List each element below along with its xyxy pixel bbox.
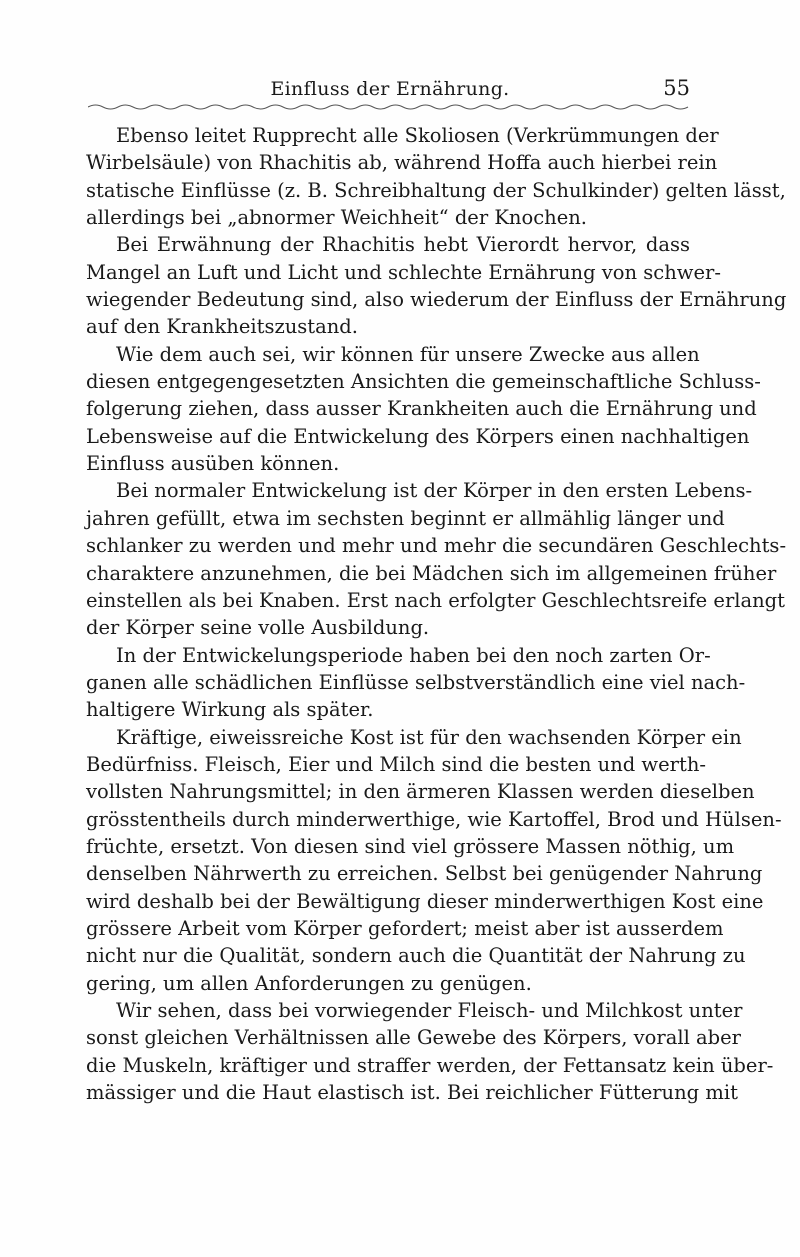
paragraph [86, 724, 782, 997]
text-line: mässiger und die Haut elastisch ist. Bei reichlicher Fütterung mit [86, 1081, 738, 1105]
page-number: 55 [663, 76, 690, 100]
text-line: wird deshalb bei der Bewältigung dieser minderwerthigen Kost eine [86, 889, 764, 913]
text-line: die Muskeln, kräftiger und straffer werden, der Fettansatz kein über- [86, 1053, 774, 1077]
running-title: Einfluss der Ernährung. [270, 78, 510, 100]
body-text [86, 122, 787, 1106]
text-line: Mangel an Luft und Licht und schlechte Ernährung von schwer- [86, 260, 721, 284]
text-line: vollsten Nahrungsmittel; in den ärmeren Klassen werden dieselben [86, 780, 755, 804]
text-line: nicht nur die Qualität, sondern auch die Quantität der Nahrung zu [86, 944, 746, 968]
paragraph [86, 642, 746, 724]
text-line: der Körper seine volle Ausbildung. [86, 616, 430, 640]
text-line: grössere Arbeit vom Körper gefordert; meist aber ist ausserdem [86, 916, 724, 940]
text-line: früchte, ersetzt. Von diesen sind viel grössere Massen nöthig, um [86, 834, 735, 858]
paragraph [86, 231, 787, 340]
text-line: statische Einflüsse (z. B. Schreibhaltung der Schulkinder) gelten lässt, [86, 178, 786, 202]
text-line: jahren gefüllt, etwa im sechsten beginnt er allmählig länger und [86, 506, 725, 530]
text-line: auf den Krankheitszustand. [86, 315, 358, 339]
text-line: haltigere Wirkung als später. [86, 698, 374, 722]
text-line: Bei Erwähnung der Rhachitis hebt Vierordt hervor, dass [116, 233, 690, 257]
paragraph [86, 477, 787, 641]
text-line: ganen alle schädlichen Einflüsse selbstverständlich eine viel nach- [86, 670, 746, 694]
paragraph [86, 997, 774, 1106]
text-line: Kräftige, eiweissreiche Kost ist für den wachsenden Körper ein [116, 725, 742, 749]
text-line: folgerung ziehen, dass ausser Krankheiten auch die Ernährung und [86, 397, 757, 421]
text-line: allerdings bei „abnormer Weichheit“ der Knochen. [86, 206, 588, 230]
text-line: Wie dem auch sei, wir können für unsere Zwecke aus allen [116, 342, 700, 366]
text-line: einstellen als bei Knaben. Erst nach erfolgter Geschlechtsreife erlangt [86, 588, 786, 612]
text-line: diesen entgegengesetzten Ansichten die gemeinschaftliche Schluss- [86, 370, 761, 394]
text-line: Wir sehen, dass bei vorwiegender Fleisch- und Milchkost unter [116, 999, 743, 1022]
text-line: sonst gleichen Verhältnissen alle Gewebe des Körpers, vorall aber [86, 1026, 741, 1050]
text-line: wiegender Bedeutung sind, also wiederum der Einfluss der Ernährung [86, 288, 787, 312]
text-line: Wirbelsäule) von Rhachitis ab, während Hoffa auch hierbei rein [86, 151, 718, 175]
text-line: denselben Nährwerth zu erreichen. Selbst bei genügender Nahrung [86, 862, 763, 886]
text-line: In der Entwickelungsperiode haben bei den noch zarten Or- [116, 643, 711, 667]
text-line: Lebensweise auf die Entwickelung des Körpers einen nachhaltigen [86, 424, 750, 448]
header-ornamental-rule [88, 103, 690, 111]
paragraph [86, 122, 786, 231]
text-line: charaktere anzunehmen, die bei Mädchen sich im allgemeinen früher [86, 561, 777, 585]
text-line: Bei normaler Entwickelung ist der Körper in den ersten Lebens- [116, 479, 753, 503]
page-header [90, 74, 690, 104]
text-line: gering, um allen Anforderungen zu genügen. [86, 971, 532, 995]
text-line: Ebenso leitet Rupprecht alle Skoliosen (Verkrümmungen der [116, 124, 719, 147]
text-line: Bedürfniss. Fleisch, Eier und Milch sind die besten und werth- [86, 752, 706, 776]
text-line: Einfluss ausüben können. [86, 452, 340, 476]
paragraph [86, 341, 761, 478]
text-line: schlanker zu werden und mehr und mehr die secundären Geschlechts- [86, 534, 787, 558]
text-line: grösstentheils durch minderwerthige, wie Kartoffel, Brod und Hülsen- [86, 807, 782, 831]
